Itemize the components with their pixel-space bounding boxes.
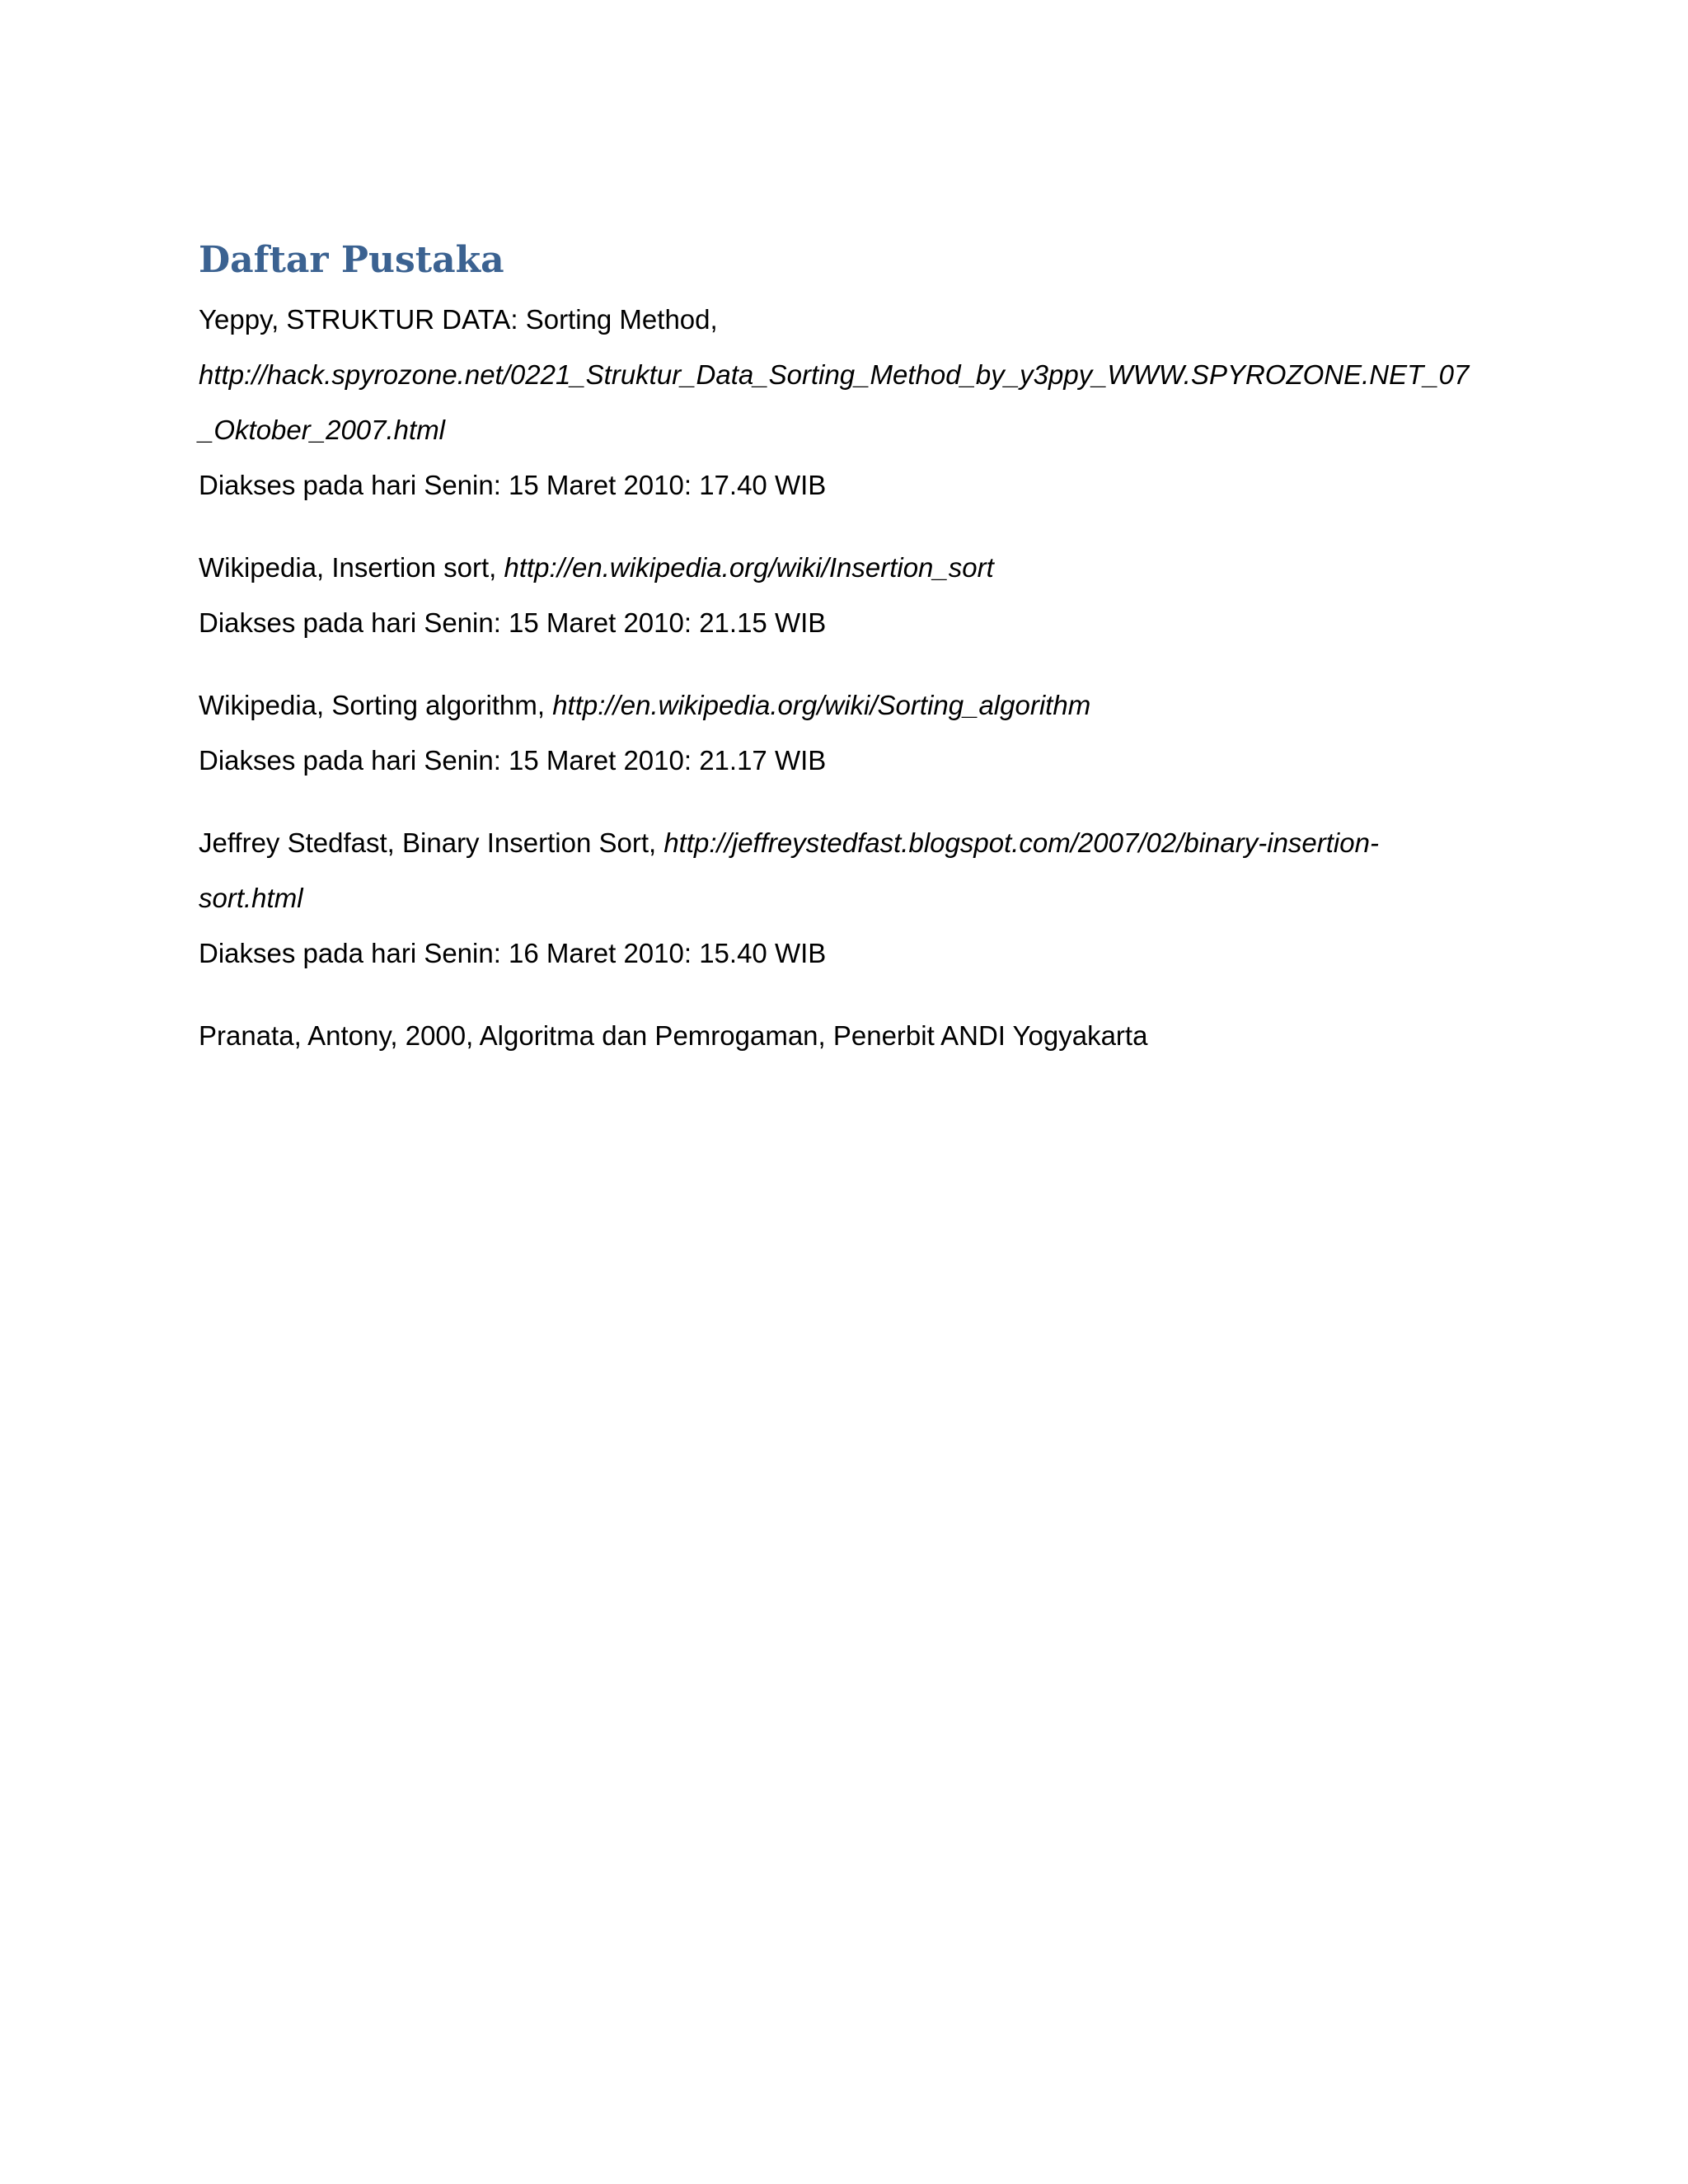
reference-title: Wikipedia, Sorting algorithm, [199, 690, 553, 720]
bibliography-section [199, 231, 1501, 1090]
reference-entry-yeppy [199, 292, 1501, 513]
reference-entry-wikipedia-sorting-algorithm [199, 677, 1501, 788]
reference-accessed-date: Diakses pada hari Senin: 15 Maret 2010: 21.15 WIB [199, 607, 827, 638]
reference-url: http://hack.spyrozone.net/0221_Struktur_Data_Sorting_Method_by_y3ppy_WWW.SPYROZONE.NET_07 [199, 359, 1470, 390]
page-title: Daftar Pustaka [199, 239, 504, 281]
reference-url-continued: _Oktober_2007.html [199, 415, 446, 445]
reference-url: http://en.wikipedia.org/wiki/Insertion_sort [504, 552, 994, 583]
reference-url-continued: sort.html [199, 883, 303, 913]
reference-entry-pranata [199, 1008, 1501, 1063]
reference-url: http://en.wikipedia.org/wiki/Sorting_algorithm [552, 690, 1091, 720]
reference-accessed-date: Diakses pada hari Senin: 15 Maret 2010: 21.17 WIB [199, 745, 827, 776]
reference-title: Yeppy, STRUKTUR DATA: Sorting Method, [199, 304, 718, 335]
reference-url: http://jeffreystedfast.blogspot.com/2007/02/binary-insertion- [663, 827, 1379, 858]
reference-citation [199, 677, 1501, 733]
reference-accessed-date: Diakses pada hari Senin: 16 Maret 2010: 15.40 WIB [199, 938, 827, 968]
reference-citation [199, 815, 1501, 870]
reference-citation: Pranata, Antony, 2000, Algoritma dan Pemrogaman, Penerbit ANDI Yogyakarta [199, 1020, 1148, 1051]
reference-title: Jeffrey Stedfast, Binary Insertion Sort, [199, 827, 664, 858]
reference-accessed-date: Diakses pada hari Senin: 15 Maret 2010: 17.40 WIB [199, 470, 827, 500]
reference-entry-stedfast [199, 815, 1501, 981]
reference-entry-wikipedia-insertion-sort [199, 540, 1501, 650]
reference-title: Wikipedia, Insertion sort, [199, 552, 504, 583]
reference-citation [199, 540, 1501, 595]
